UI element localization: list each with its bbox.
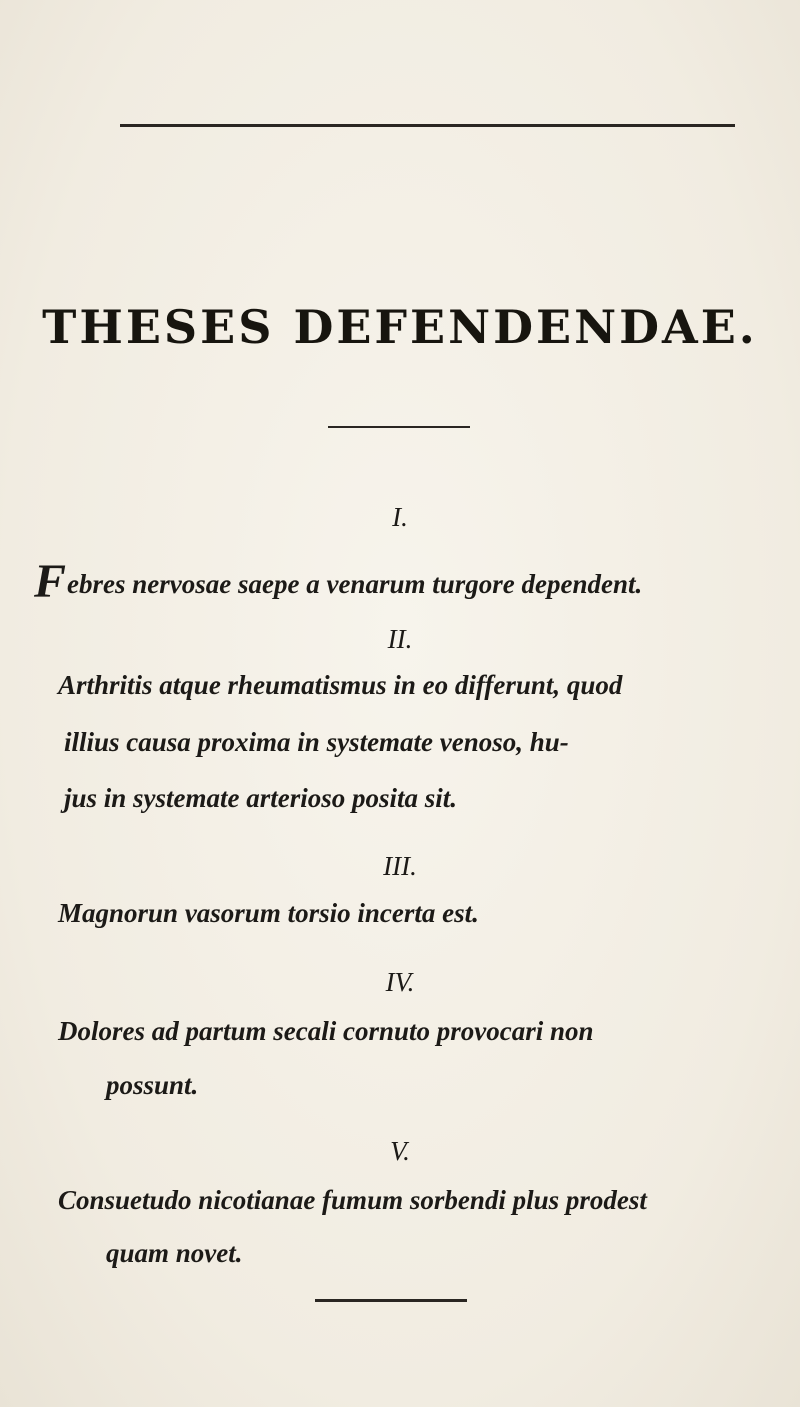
thesis-2-line-1: Arthritis atque rheumatismus in eo differunt, quod: [58, 670, 623, 700]
thesis-1-numeral: I.: [392, 502, 408, 532]
thesis-1-line-1: [34, 550, 643, 608]
thesis-4-line-1: Dolores ad partum secali cornuto provocari non: [58, 1016, 594, 1046]
thesis-3-numeral: III.: [383, 851, 417, 881]
page-title: THESES DEFENDENDAE.: [42, 300, 758, 354]
thesis-2-line-3: jus in systemate arterioso posita sit.: [64, 783, 458, 813]
bottom-rule: [315, 1299, 467, 1302]
thesis-5-line-2: quam novet.: [106, 1238, 243, 1268]
thesis-1-initial: F: [34, 555, 67, 608]
thesis-5-line-1: Consuetudo nicotianae fumum sorbendi plus prodest: [58, 1185, 647, 1215]
thesis-1-text: ebres nervosae saepe a venarum turgore dependent.: [67, 569, 643, 599]
thesis-2-line-2: illius causa proxima in systemate venoso, hu-: [64, 727, 569, 757]
thesis-4-numeral: IV.: [385, 967, 415, 997]
thesis-3-line-1: Magnorun vasorum torsio incerta est.: [58, 898, 479, 928]
thesis-2-numeral: II.: [387, 624, 413, 654]
title-rule: [328, 426, 470, 428]
thesis-5-numeral: V.: [390, 1136, 410, 1166]
top-rule: [120, 124, 735, 127]
thesis-4-line-2: possunt.: [106, 1070, 199, 1100]
